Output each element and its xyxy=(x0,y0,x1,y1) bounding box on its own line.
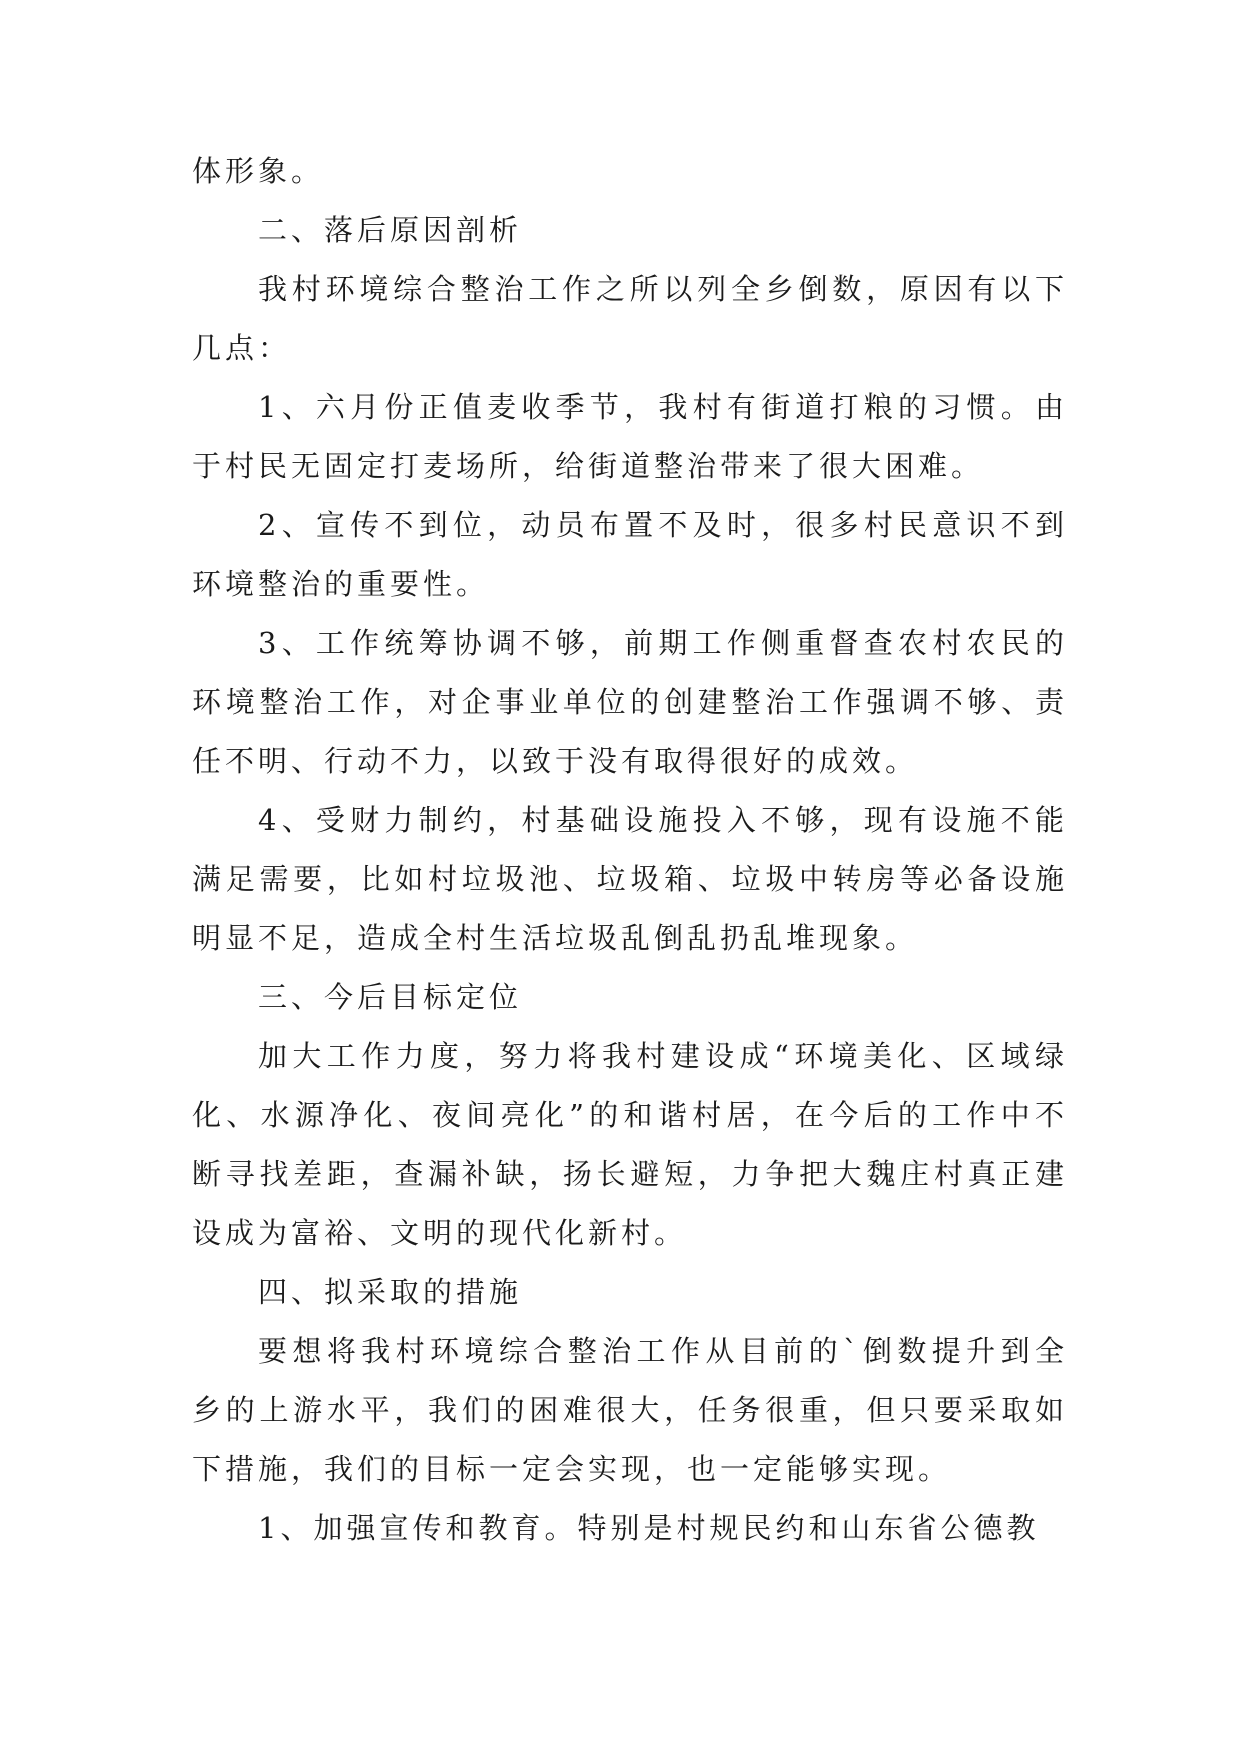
paragraph-cause-1: 1、六月份正值麦收季节，我村有街道打粮的习惯。由于村民无固定打麦场所，给街道整治带来了很大困难。 xyxy=(192,390,1068,483)
section-heading-goals: 三、今后目标定位 xyxy=(258,980,523,1014)
paragraph-continuation: 体形象。 xyxy=(192,154,325,188)
paragraph-cause-3: 3、工作统筹协调不够，前期工作侧重督查农村农民的环境整治工作，对企事业单位的创建整治工作强调不够、责任不明、行动不力，以致于没有取得很好的成效。 xyxy=(192,626,1068,778)
paragraph-measures-intro: 要想将我村环境综合整治工作从目前的`倒数提升到全乡的上游水平，我们的困难很大，任务很重，但只要采取如下措施，我们的目标一定会实现，也一定能够实现。 xyxy=(192,1334,1068,1486)
paragraph-cause-4: 4、受财力制约，村基础设施投入不够，现有设施不能满足需要，比如村垃圾池、垃圾箱、垃圾中转房等必备设施明显不足，造成全村生活垃圾乱倒乱扔乱堆现象。 xyxy=(192,803,1068,955)
section-heading-measures: 四、拟采取的措施 xyxy=(258,1275,523,1309)
paragraph-causes-intro: 我村环境综合整治工作之所以列全乡倒数，原因有以下几点： xyxy=(192,272,1068,365)
paragraph-measure-1: 1、加强宣传和教育。特别是村规民约和山东省公德教 xyxy=(258,1511,1040,1545)
paragraph-cause-2: 2、宣传不到位，动员布置不及时，很多村民意识不到环境整治的重要性。 xyxy=(192,508,1068,601)
document-page xyxy=(192,142,1068,1558)
paragraph-goals: 加大工作力度，努力将我村建设成“环境美化、区域绿化、水源净化、夜间亮化”的和谐村居，在今后的工作中不断寻找差距，查漏补缺，扬长避短，力争把大魏庄村真正建设成为富裕、文明的现代化新村。 xyxy=(192,1039,1068,1250)
section-heading-causes: 二、落后原因剖析 xyxy=(258,213,523,247)
